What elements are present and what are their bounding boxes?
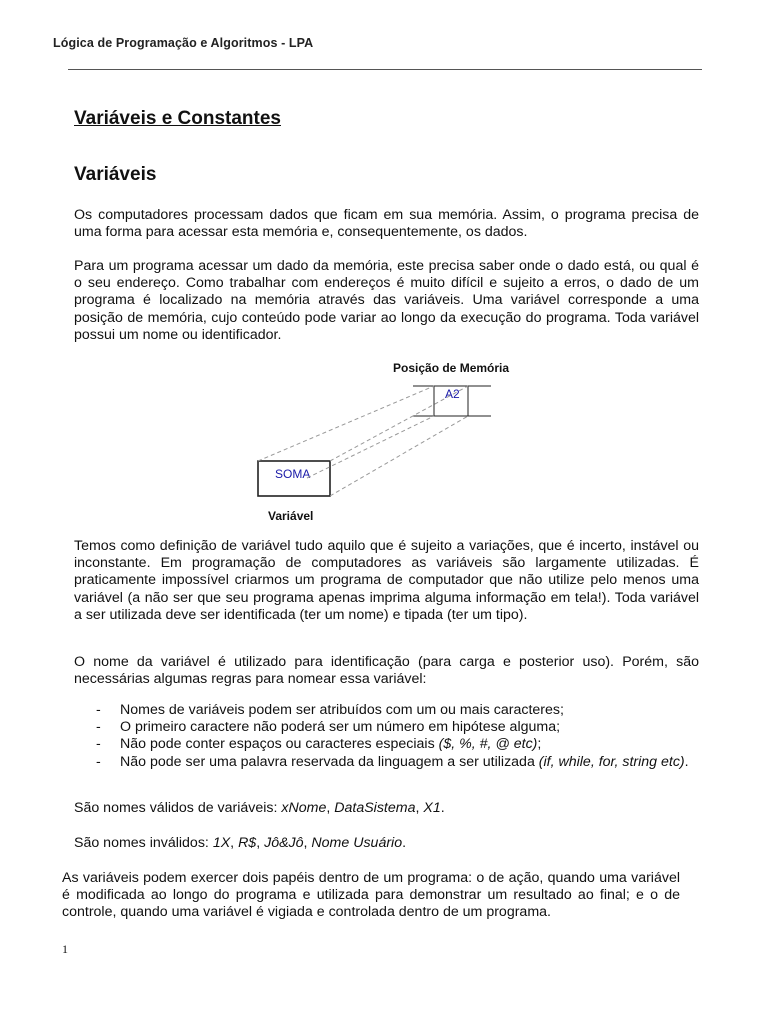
invalid-name: Jô&Jô — [264, 835, 304, 851]
rule-text: Não pode conter espaços ou caracteres especiais — [120, 736, 439, 753]
projection-line — [258, 386, 434, 461]
paragraph-roles: As variáveis podem exercer dois papéis dentro de um programa: o de ação, quando uma variável é modificada ao longo do programa e utilizada para demonstrar um resultado ao final; e o de controle, quando uma variável é vigiada e controlada dentro de um programa. — [62, 870, 680, 921]
rule-text: Nomes de variáveis podem ser atribuídos com um ou mais caracteres; — [120, 702, 564, 718]
rule-end: . — [684, 753, 689, 770]
rule-example: ($, %, #, @ etc) — [438, 736, 538, 753]
running-header: Lógica de Programação e Algoritmos - LPA — [53, 36, 314, 50]
list-item — [96, 702, 696, 719]
paragraph-3: Temos como definição de variável tudo aquilo que é sujeito a variações, que é incerto, instável ou inconstante. Em programação de computadores as variáveis são largamente utilizadas. É praticamente impossível criarmos um programa de computador que não utilize pelo menos uma variável (a não ser que seu programa apenas imprima alguma informação em tela!). Toda variável a ser utilizada deve ser identificada (ter um nome) e tipada (ter um tipo). — [74, 538, 699, 623]
memory-position-label: Posição de Memória — [393, 361, 510, 375]
list-dash: - — [96, 753, 101, 770]
page-number: 1 — [62, 942, 68, 956]
valid-names-line — [74, 800, 699, 817]
projection-line — [330, 386, 468, 461]
list-item — [96, 719, 696, 736]
valid-name: DataSistema — [334, 800, 416, 816]
list-dash: - — [96, 736, 101, 753]
invalid-names-lead: São nomes inválidos: — [74, 835, 213, 851]
separator: , — [415, 800, 424, 816]
valid-names-lead: São nomes válidos de variáveis: — [74, 800, 282, 816]
section-title: Variáveis e Constantes — [74, 108, 281, 129]
separator: , — [230, 835, 239, 851]
separator: , — [303, 835, 312, 851]
separator: , — [326, 800, 335, 816]
projection-line — [330, 416, 468, 496]
invalid-name: Nome Usuário — [311, 835, 403, 851]
rule-text: Não pode ser uma palavra reservada da linguagem a ser utilizada — [120, 753, 539, 770]
memory-variable-diagram — [255, 356, 530, 528]
rule-text: O primeiro caractere não poderá ser um número em hipótese alguma; — [120, 719, 561, 736]
rule-example: (if, while, for, string etc) — [538, 753, 685, 770]
line-end: . — [440, 800, 445, 816]
paragraph-1: Os computadores processam dados que ficam em sua memória. Assim, o programa precisa de uma forma para acessar esta memória e, consequentemente, os dados. — [74, 207, 699, 241]
invalid-name: 1X — [212, 835, 231, 851]
line-end: . — [402, 835, 407, 851]
memory-cell-value: A2 — [445, 387, 460, 401]
paragraph-4: O nome da variável é utilizado para identificação (para carga e posterior uso). Porém, são necessárias algumas regras para nomear essa variável: — [74, 654, 699, 688]
naming-rules-list — [96, 702, 696, 771]
list-item — [96, 736, 696, 753]
list-dash: - — [96, 719, 101, 736]
paragraph-2: Para um programa acessar um dado da memória, este precisa saber onde o dado está, ou qual é o seu endereço. Como trabalhar com endereços é muito difícil e sujeito a erros, o dado de um programa é localizado na memória através das variáveis. Uma variável corresponde a uma posição de memória, cujo conteúdo pode variar ao longo da execução do programa. Toda variável possui um nome ou identificador. — [74, 258, 699, 343]
invalid-names-line — [74, 835, 699, 852]
header-rule — [68, 69, 702, 70]
invalid-name: R$ — [238, 835, 257, 851]
list-item — [96, 754, 696, 771]
variable-box-label: SOMA — [275, 467, 311, 481]
section-subtitle: Variáveis — [74, 164, 157, 185]
valid-name: X1 — [423, 800, 441, 816]
rule-end: ; — [537, 736, 542, 753]
list-dash: - — [96, 702, 101, 718]
separator: , — [256, 835, 265, 851]
valid-name: xNome — [281, 800, 327, 816]
variable-label: Variável — [268, 509, 314, 523]
